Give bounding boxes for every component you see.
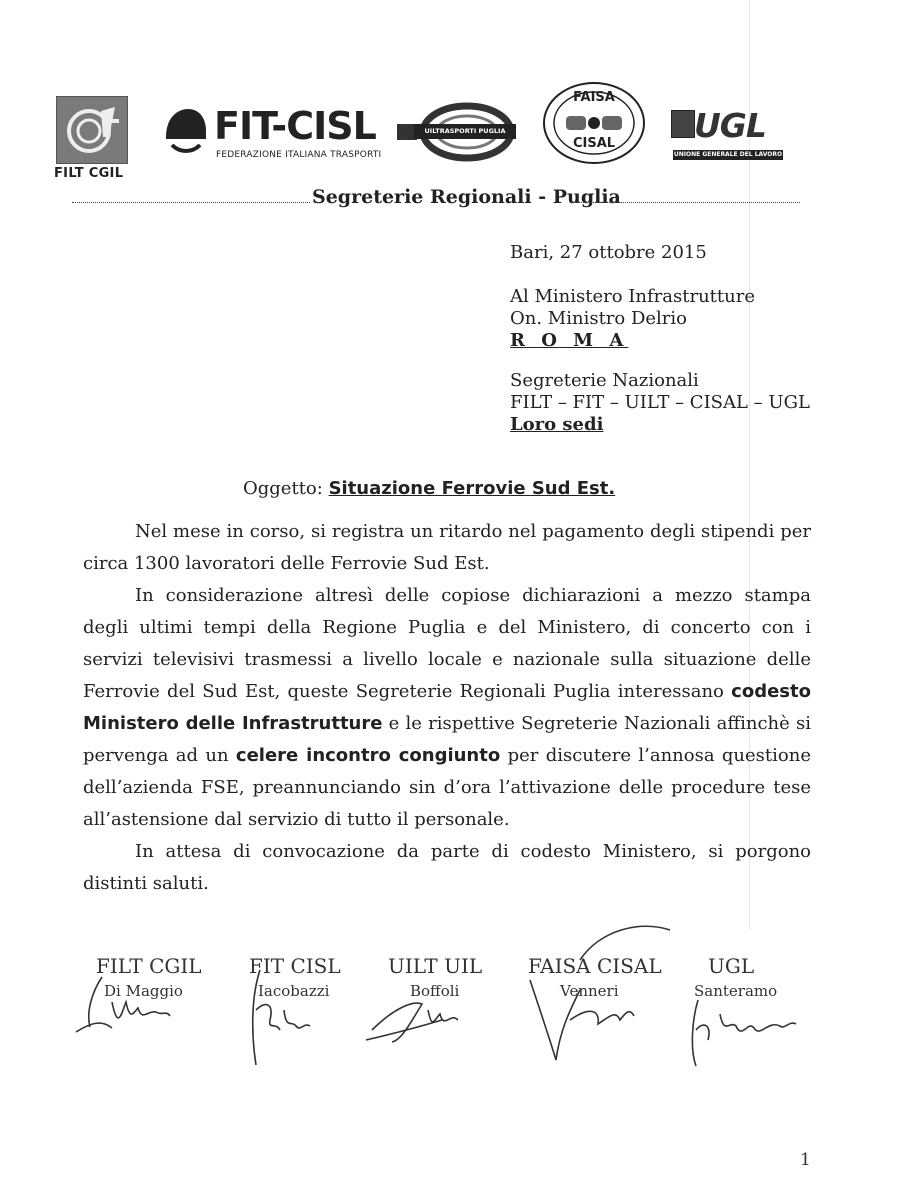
signature-name-iacobazzi: Iacobazzi: [258, 982, 330, 1000]
p2-bold-ministry: codesto Ministero delle Infrastrutture: [83, 681, 811, 734]
ugl-logo-icon: [671, 110, 695, 138]
signature-iacobazzi-icon: [240, 960, 320, 1070]
cisal-label: CISAL: [572, 136, 616, 151]
recipient-national-line2: FILT – FIT – UILT – CISAL – UGL: [510, 392, 810, 413]
p2-bold-meeting: celere incontro congiunto: [235, 745, 501, 766]
recipient-city: R O M A: [510, 330, 629, 351]
dotted-rule-left: [72, 202, 310, 203]
signature-org-filt: FILT CGIL: [96, 954, 202, 978]
segreterie-title: Segreterie Regionali - Puglia: [312, 186, 621, 208]
uilt-band-label: UILTRASPORTI PUGLIA: [414, 124, 516, 139]
letter-body: [83, 516, 811, 900]
signature-name-venneri: Venneri: [560, 982, 619, 1000]
signature-boffoli-icon: [362, 990, 472, 1050]
faisa-label: FAISA: [573, 90, 615, 105]
filt-cgil-logo-icon: [56, 96, 128, 164]
letter-date: Bari, 27 ottobre 2015: [510, 242, 707, 263]
signature-org-fit: FIT CISL: [249, 954, 341, 978]
paragraph-2: [83, 580, 811, 836]
subject-text: Situazione Ferrovie Sud Est.: [328, 478, 616, 499]
segreterie-header: [72, 186, 802, 210]
recipient-national: [510, 370, 810, 436]
ugl-band-label: UNIONE GENERALE DEL LAVORO: [673, 151, 783, 158]
signature-dimaggio-icon: [72, 972, 182, 1042]
recipient-ministry-line1: Al Ministero Infrastrutture: [510, 286, 755, 307]
paragraph-3: In attesa di convocazione da parte di codesto Ministero, si porgono distinti saluti.: [83, 841, 811, 894]
page-number: 1: [800, 1150, 811, 1170]
recipient-national-line3: Loro sedi: [510, 414, 604, 435]
fit-cisl-name: FIT-CISL: [214, 104, 376, 148]
ugl-name: UGL: [694, 106, 766, 145]
paragraph-1: Nel mese in corso, si registra un ritardo nel pagamento degli stipendi per circa 1300 lavoratori delle Ferrovie Sud Est.: [83, 521, 811, 574]
recipient-national-line1: Segreterie Nazionali: [510, 370, 699, 391]
signature-venneri-icon: [520, 920, 680, 1070]
p2-text-e: per discutere l’annosa questione dell’azienda FSE, preannunciando sin d’ora l’attivazione delle procedure tese all’astensione dal servizio di tutto il personale.: [83, 745, 811, 830]
signature-org-uilt: UILT UIL: [388, 954, 483, 978]
signature-org-faisa: FAISA CISAL: [528, 954, 662, 978]
signature-santeramo-icon: [680, 990, 800, 1070]
p2-text-a: In considerazione altresì delle copiose dichiarazioni a mezzo stampa degli ultimi tempi della Regione Puglia e del Ministero, di concerto con i servizi televisivi trasmessi a livello locale e nazionale sulla situazione delle Ferrovie del Sud Est, queste Segreterie Regionali Puglia interessano: [83, 585, 811, 702]
signature-name-boffoli: Boffoli: [410, 982, 460, 1000]
letter-subject: [243, 478, 615, 499]
dotted-rule-right: [572, 202, 800, 203]
signature-name-dimaggio: Di Maggio: [104, 982, 183, 1000]
subject-label: Oggetto:: [243, 478, 323, 499]
fit-cisl-logo-icon: [162, 107, 208, 159]
p2-text-c: e le rispettive Segreterie Nazionali affinchè si pervenga ad un: [83, 713, 811, 766]
signature-org-ugl: UGL: [708, 954, 755, 978]
recipient-ministry: [510, 286, 755, 352]
filt-cgil-caption: FILT CGIL: [54, 166, 124, 181]
fit-cisl-subtitle: FEDERAZIONE ITALIANA TRASPORTI: [216, 150, 382, 160]
recipient-ministry-line2: On. Ministro Delrio: [510, 308, 688, 329]
signature-name-santeramo: Santeramo: [694, 982, 778, 1000]
